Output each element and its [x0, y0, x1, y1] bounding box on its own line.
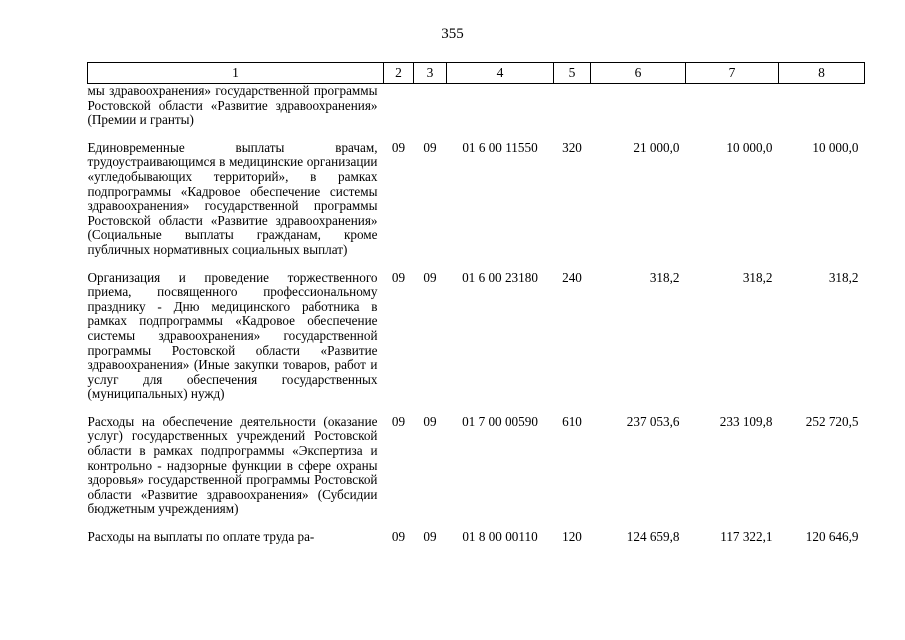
row-amount-year3: 120 646,9: [805, 529, 859, 545]
row-amount-year3: 10 000,0: [812, 139, 859, 155]
row-expense-type: [554, 84, 591, 128]
row-expense-type: 240: [562, 269, 582, 285]
row-section: 09: [391, 529, 406, 545]
row-subsection: 09: [423, 139, 437, 155]
row-amount-year2: 233 109,8: [719, 413, 773, 429]
row-subsection: 09: [423, 413, 437, 429]
row-amount-year1: 21 000,0: [633, 139, 680, 155]
row-amount-year3: [779, 84, 865, 128]
table-row: [88, 517, 865, 545]
row-target-code: 01 8 00 00110: [462, 529, 538, 545]
row-amount-year1: 318,2: [649, 269, 680, 285]
table-row: [88, 402, 865, 517]
column-header-8: 8: [779, 63, 865, 84]
row-section: 09: [391, 269, 406, 285]
row-target-code: 01 6 00 23180: [462, 269, 538, 285]
row-amount-year2: 117 322,1: [720, 529, 773, 545]
row-target-code: 01 6 00 11550: [462, 139, 538, 155]
table-row: [88, 84, 865, 128]
column-header-2: 2: [384, 63, 414, 84]
row-description: Расходы на выплаты по оплате труда ра-: [87, 529, 315, 545]
row-section: 09: [391, 413, 406, 429]
column-header-7: 7: [686, 63, 779, 84]
row-amount-year1: 124 659,8: [626, 529, 680, 545]
table-header-row: [88, 63, 865, 84]
row-description: Организация и проведение торжественного приема, посвященного профессиональному празднику - Дню медицинского работника в рамках подпрограммы «Кадровое обеспечение системы здравоохранения» государственной программы Ростовской области «Развитие здравоохранения» (Иные закупки товаров, работ и услуг для обеспечения государственных (муниципальных) нужд): [87, 269, 378, 402]
row-description: Единовременные выплаты врачам, трудоустраивающимся в медицинские организации «угледобывающих территорий», в рамках подпрограммы «Кадровое обеспечение системы здравоохранения» государственной программы Ростовской области «Развитие здравоохранения» (Социальные выплаты гражданам, кроме публичных нормативных социальных выплат): [87, 139, 378, 257]
row-amount-year3: 318,2: [828, 269, 859, 285]
row-expense-type: 120: [562, 529, 582, 545]
table-row: [88, 258, 865, 402]
budget-table: [87, 62, 865, 545]
column-header-3: 3: [414, 63, 447, 84]
row-target-code: [447, 84, 554, 128]
column-header-5: 5: [554, 63, 591, 84]
row-subsection: [414, 84, 447, 128]
row-amount-year3: 252 720,5: [805, 413, 859, 429]
column-header-6: 6: [591, 63, 686, 84]
column-header-4: 4: [447, 63, 554, 84]
row-amount-year2: 318,2: [742, 269, 773, 285]
row-description: Расходы на обеспечение деятельности (оказание услуг) государственных учреждений Ростовской области в рамках подпрограммы «Экспертиза и контрольно - надзорные функции в сфере охраны здоровья» государственной программы Ростовской области «Развитие здравоохранения» (Субсидии бюджетным учреждениям): [87, 413, 378, 517]
page-number: 355: [441, 26, 464, 42]
column-header-1: 1: [88, 63, 384, 84]
row-amount-year1: [591, 84, 686, 128]
row-amount-year1: 237 053,6: [626, 413, 680, 429]
row-amount-year2: 10 000,0: [726, 139, 773, 155]
row-section: [384, 84, 414, 128]
row-amount-year2: [686, 84, 779, 128]
row-expense-type: 320: [562, 139, 582, 155]
row-expense-type: 610: [562, 413, 582, 429]
row-subsection: 09: [423, 269, 437, 285]
row-subsection: 09: [423, 529, 437, 545]
row-target-code: 01 7 00 00590: [462, 413, 538, 429]
row-section: 09: [391, 139, 406, 155]
table-row: [88, 128, 865, 258]
row-description: мы здравоохранения» государственной программы Ростовской области «Развитие здравоохранения» (Премии и гранты): [87, 83, 378, 128]
